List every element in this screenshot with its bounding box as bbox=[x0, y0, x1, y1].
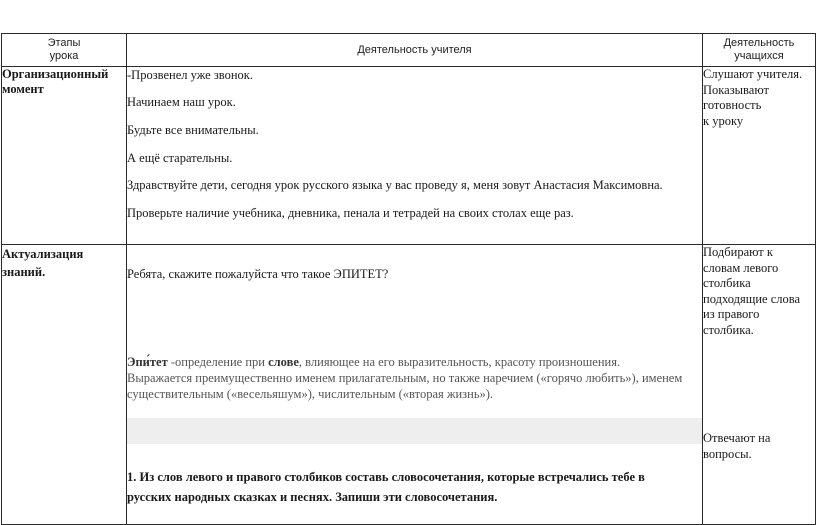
epithet-text: -определение при bbox=[167, 355, 269, 369]
student-line: Слушают учителя. bbox=[703, 67, 803, 81]
student-line: Отвечают на bbox=[703, 431, 771, 445]
lesson-plan-table bbox=[1, 33, 816, 525]
teacher-line: Здравствуйте дети, сегодня урок русского языка у вас проведу я, меня зовут Анастасия Максимовна. bbox=[127, 178, 663, 192]
header-teacher-label: Деятельность учителя bbox=[357, 44, 472, 56]
epithet-line: существительным («весельяшум»), числительным («вторая жизнь»). bbox=[127, 387, 494, 401]
student-line: к уроку bbox=[703, 113, 744, 128]
header-students-line: учащихся bbox=[734, 50, 784, 62]
teacher-cell bbox=[127, 67, 703, 245]
stage-line: Организационный bbox=[2, 67, 109, 81]
teacher-line: А ещё старательны. bbox=[127, 151, 233, 165]
epithet-term: Эпи́тет bbox=[127, 355, 168, 369]
teacher-line: Начинаем наш урок. bbox=[127, 95, 236, 109]
student-line: Показывают bbox=[703, 82, 769, 97]
student-line: Подбирают к bbox=[703, 245, 773, 259]
epithet-text: , влияющее на его выразительность, красоту произношения. bbox=[298, 355, 621, 369]
header-students-line: Деятельность bbox=[723, 37, 795, 49]
header-stages bbox=[2, 34, 127, 67]
student-line: из правого bbox=[703, 307, 760, 321]
stage-cell bbox=[2, 67, 127, 245]
epithet-definition bbox=[127, 354, 702, 402]
student-line: вопросы. bbox=[703, 446, 752, 461]
stage-line: момент bbox=[2, 82, 44, 96]
student-line: готовность bbox=[703, 98, 762, 112]
task-text bbox=[127, 467, 702, 507]
header-stages-line: Этапы bbox=[47, 37, 81, 49]
student-cell bbox=[703, 245, 816, 525]
teacher-line: Проверьте наличие учебника, дневника, пенала и тетрадей на своих столах еще раз. bbox=[127, 206, 574, 220]
teacher-line: -Прозвенел уже звонок. bbox=[127, 68, 253, 82]
student-line: столбика bbox=[703, 276, 751, 290]
epithet-line: Выражается преимущественно именем прилагательным, но также наречием («горячо любить»), именем bbox=[127, 371, 683, 385]
gray-divider-block bbox=[127, 418, 702, 444]
teacher-cell bbox=[127, 245, 703, 525]
stage-line: Актуализация bbox=[2, 247, 84, 261]
stage-cell bbox=[2, 245, 127, 525]
header-teacher bbox=[127, 34, 703, 67]
table-row bbox=[2, 245, 816, 525]
student-line: словам левого bbox=[703, 260, 779, 275]
student-line: подходящие слова bbox=[703, 291, 801, 306]
table-row bbox=[2, 67, 816, 245]
header-students bbox=[703, 34, 816, 67]
header-stages-line: урока bbox=[49, 50, 79, 62]
student-line: столбика. bbox=[703, 322, 754, 337]
epithet-bold-word: слове bbox=[268, 355, 299, 369]
task-line: 1. Из слов левого и правого столбиков составь словосочетания, которые встречались тебе в bbox=[127, 470, 645, 484]
teacher-line: Будьте все внимательны. bbox=[127, 123, 259, 137]
epithet-line bbox=[127, 354, 702, 370]
student-cell bbox=[703, 67, 816, 245]
table-header-row bbox=[2, 34, 816, 67]
epithet-question: Ребята, скажите пожалуйста что такое ЭПИТЕТ? bbox=[127, 267, 389, 281]
stage-line: знаний. bbox=[2, 265, 46, 279]
task-line: русских народных сказках и песнях. Запиши эти словосочетания. bbox=[127, 490, 498, 504]
